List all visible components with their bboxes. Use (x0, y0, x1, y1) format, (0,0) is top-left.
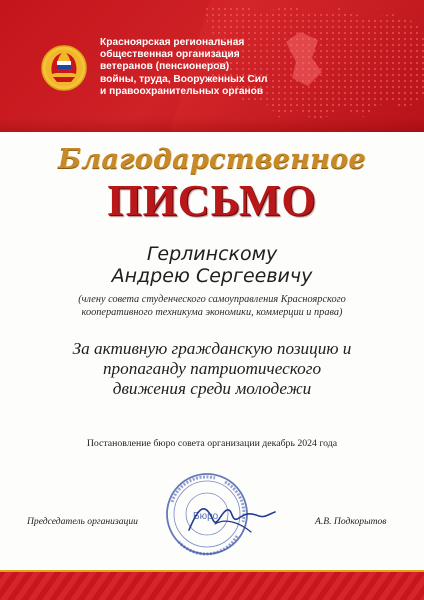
reason-text: пропаганду патриотического (102, 359, 322, 378)
org-line: общественная организация (100, 49, 240, 61)
veterans-emblem-icon (40, 44, 88, 92)
decree-line: Постановление бюро совета организации декабрь 2024 года (86, 438, 338, 449)
title-main: ПИСЬМО (107, 176, 317, 225)
recipient-name: Андрею Сергеевичу (111, 265, 313, 287)
recipient-surname: Герлинскому (146, 243, 278, 265)
reason-text: За активную гражданскую позицию и (72, 339, 352, 358)
org-line: Красноярская региональная (100, 37, 245, 48)
recipient-note: кооперативного техникума экономики, коммерции и права) (81, 307, 343, 318)
header-band (0, 0, 424, 132)
chairman-name: А.В. Подкорытов (315, 516, 387, 527)
organization-stamp (155, 462, 285, 572)
header-shadow (0, 118, 424, 132)
org-line: войны, труда, Вооруженных Сил (100, 73, 268, 85)
stamp-word: Бюро (193, 511, 219, 522)
org-line: и правоохранительных органов (100, 85, 264, 97)
organization-name (100, 37, 290, 98)
reason-text: движения среди молодежи (112, 379, 312, 398)
title-script: Благодарственное (58, 144, 366, 175)
chairman-label: Председатель организации (27, 516, 138, 527)
recipient-note: (члену совета студенческого самоуправления Красноярского (78, 294, 346, 305)
org-line: ветеранов (пенсионеров) (100, 61, 230, 73)
bottom-stripes (0, 570, 424, 600)
